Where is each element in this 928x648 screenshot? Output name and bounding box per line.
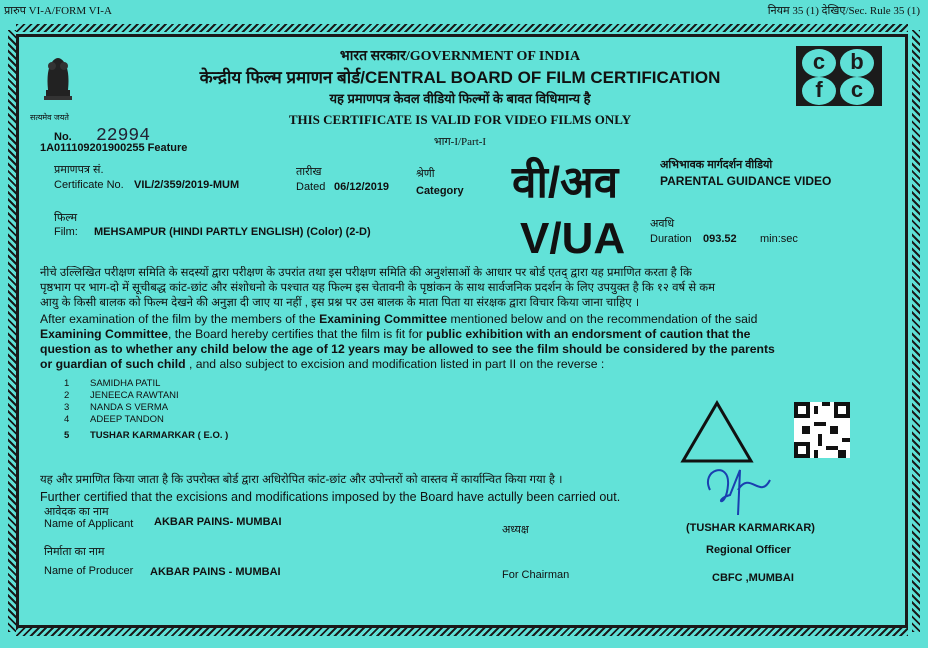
national-emblem-icon (40, 50, 76, 112)
film-title: MEHSAMPUR (HINDI PARTLY ENGLISH) (Color) (2-D) (94, 226, 371, 238)
border-right (912, 30, 920, 632)
applicant-name: AKBAR PAINS- MUMBAI (154, 516, 282, 528)
valid-english: THIS CERTIFICATE IS VALID FOR VIDEO FILMS ONLY (288, 112, 632, 127)
chairman-hindi: अध्यक्ष (502, 524, 529, 536)
text: , and also subject to excision and modification listed in part II on the reverse : (185, 357, 605, 371)
valid-hindi: यह प्रमाणपत्र केवल वीडियो फिल्मों के बावत विधिमान्य है (329, 91, 591, 106)
list-item (64, 390, 228, 402)
certificate-number: VIL/2/359/2019-MUM (134, 179, 240, 191)
text: After examination of the film by the members of the (40, 312, 320, 326)
serial-code: 1A011109201900255 Feature (40, 142, 188, 154)
hindi-line: आयु के किसी बालक को फिल्म देखने की अनुज्ञा दी जाए या नहीं , इस प्रश्न पर उस बालक के माता पिता या संरक्षक द्वारा विचार किया जाना चाहिए । (40, 297, 640, 309)
certificate-label-hindi: प्रमाणपत्र सं. (54, 164, 104, 176)
officer-name: (TUSHAR KARMARKAR) (686, 522, 815, 534)
part-label: भाग-I/Part-I (433, 136, 487, 148)
guidance-english: PARENTAL GUIDANCE VIDEO (660, 174, 832, 188)
emblem-caption: सत्यमेव जयते (30, 113, 69, 122)
cbfc-logo (796, 46, 882, 106)
committee-list (64, 378, 228, 442)
qr-code-icon (794, 402, 850, 458)
member-number: 2 (64, 390, 70, 401)
list-item (64, 414, 228, 426)
duration-label: Duration (650, 233, 692, 245)
further-english: Further certified that the excisions and modifications imposed by the Board have actully been carried out. (40, 490, 621, 504)
logo-letter: f (802, 77, 836, 105)
officer-title: Regional Officer (706, 544, 791, 556)
text: or guardian of such child (40, 357, 186, 371)
board-title: केन्द्रीय फिल्म प्रमाणन बोर्ड/CENTRAL BOARD OF FILM CERTIFICATION (199, 68, 721, 87)
member-name: ADEEP TANDON (90, 414, 164, 425)
further-hindi: यह और प्रमाणित किया जाता है कि उपरोक्त बोर्ड द्वारा अधिरोपित कांट-छांट और उपोन्तरों को वास्तव में कार्यान्वित किया गया है । (40, 474, 563, 486)
officer-office: CBFC ,MUMBAI (712, 572, 794, 584)
member-number: 4 (64, 414, 70, 425)
list-item (64, 402, 228, 414)
member-name: JENEECA RAWTANI (90, 390, 179, 401)
film-label-hindi: फिल्म (54, 212, 78, 224)
serial-number: 22994 (96, 126, 151, 146)
rule-label: नियम 35 (1) देखिए/Sec. Rule 35 (1) (767, 5, 920, 17)
triangle-icon (680, 400, 754, 464)
number-label: No. (54, 131, 72, 143)
gov-title: भारत सरकार/GOVERNMENT OF INDIA (339, 49, 581, 64)
applicant-label: Name of Applicant (44, 518, 134, 530)
border-bottom (16, 628, 908, 636)
form-label: प्रारुप VI-A/FORM VI-A (4, 5, 112, 17)
duration-value: 093.52 (703, 233, 737, 245)
date-label: Dated (296, 181, 326, 193)
producer-name: AKBAR PAINS - MUMBAI (150, 566, 281, 578)
text: mentioned below and on the recommendation of the said (447, 312, 758, 326)
logo-letter: c (802, 49, 836, 77)
film-label: Film: (54, 226, 78, 238)
member-name: SAMIDHA PATIL (90, 378, 161, 389)
category-label-hindi: श्रेणी (416, 168, 435, 180)
signature (700, 460, 780, 520)
member-name: NANDA S VERMA (90, 402, 169, 413)
duration-unit: min:sec (760, 233, 798, 245)
hindi-line: पृष्ठभाग पर भाग-दो में सूचीबद्ध कांट-छांट और संशोधनो के पश्चात यह फिल्म इस चेतावनी के पृष्ठांकन के साथ सार्वजनिक प्रदर्शन के लिए उपयुक्त है कि १२ वर्ष से कम (40, 282, 716, 294)
date-value: 06/12/2019 (334, 181, 390, 193)
certificate-label: Certificate No. (54, 179, 124, 191)
text: public exhibition with an endorsment of caution that the (426, 327, 751, 341)
duration-label-hindi: अवधि (650, 218, 675, 230)
text: Examining Committee (319, 312, 448, 326)
text: question as to whether any child below the age of 12 years may be allowed to see the film should be considered by the parents (40, 342, 775, 356)
category-english: V/UA (520, 214, 626, 263)
list-item (64, 378, 228, 390)
guidance-hindi: अभिभावक मार्गदर्शन वीडियो (660, 159, 773, 171)
category-hindi: वी/अव (512, 158, 619, 207)
producer-label-hindi: निर्माता का नाम (44, 546, 105, 558)
date-label-hindi: तारीख (296, 166, 322, 178)
producer-label: Name of Producer (44, 565, 134, 577)
logo-letter: b (840, 49, 874, 77)
category-label: Category (416, 185, 464, 197)
hindi-line: नीचे उल्लिखित परीक्षण समिति के सदस्यों द्वारा परीक्षण के उपरांत तथा इस परीक्षण समिति की अनुशंसाओं के आधार पर बोर्ड एतद् द्वारा यह प्रमाणित करता है कि (40, 267, 692, 279)
hindi-paragraph (40, 266, 880, 311)
border-top (16, 24, 908, 32)
border-left (8, 30, 16, 632)
member-number: 5 (64, 430, 70, 441)
text: Examining Committee (40, 327, 168, 341)
member-name: TUSHAR KARMARKAR ( E.O. ) (90, 430, 229, 441)
applicant-label-hindi: आवेदक का नाम (44, 506, 109, 518)
list-item (64, 430, 228, 442)
logo-letter: c (840, 77, 874, 105)
member-number: 1 (64, 378, 70, 389)
member-number: 3 (64, 402, 70, 413)
chairman-label: For Chairman (502, 569, 570, 581)
text: , the Board hereby certifies that the film is fit for (168, 327, 427, 341)
english-paragraph (40, 312, 870, 372)
